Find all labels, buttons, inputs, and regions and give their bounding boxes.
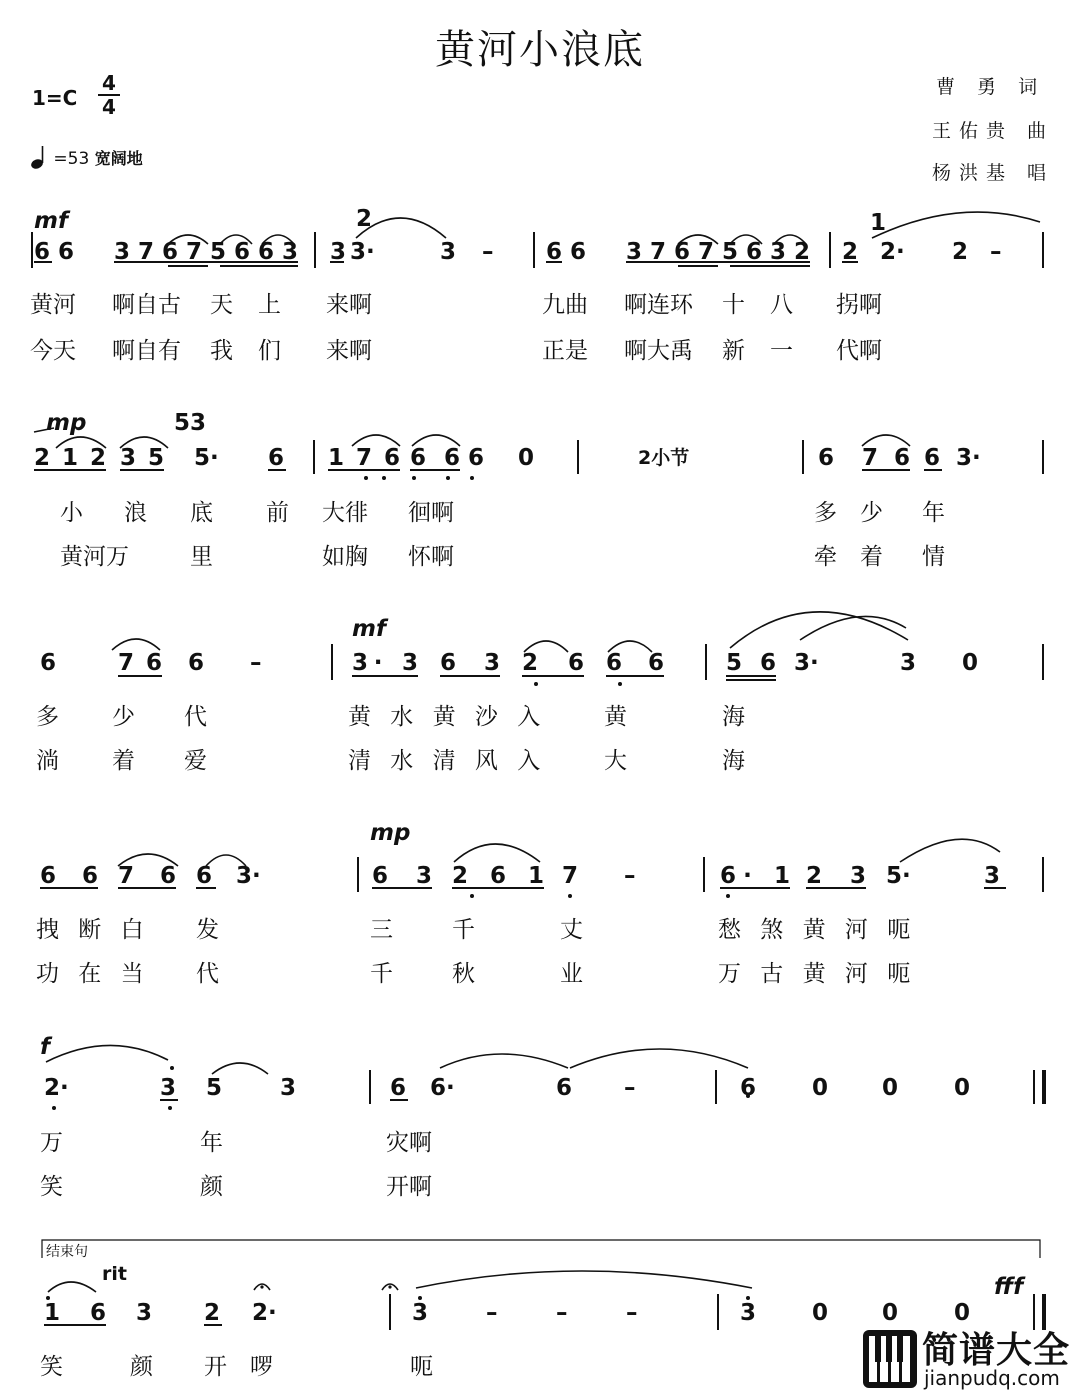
note-group: 6 6 <box>546 239 587 265</box>
lyric: 啊连环 <box>624 292 693 318</box>
lyric: 里 <box>190 544 213 570</box>
note-group: 0 <box>954 1300 971 1326</box>
note-group: 3 <box>900 650 917 676</box>
note-group: 3 <box>330 239 347 265</box>
lyric: 海 <box>722 704 745 730</box>
lyric: 上 <box>258 292 281 318</box>
singer-credit: 杨洪基 唱 <box>932 162 1055 184</box>
note-group: 0 <box>962 650 979 676</box>
note-group: 0 <box>882 1075 899 1101</box>
lyric: 拽 断 白 <box>36 917 150 943</box>
lyric: 代啊 <box>836 338 882 364</box>
lyric: 多 <box>36 704 59 730</box>
tempo-value: =53 <box>53 149 90 169</box>
dynamic-mp-2: mp <box>370 820 411 846</box>
lyric: 怀啊 <box>408 544 454 570</box>
key-signature: 1=C <box>32 86 78 110</box>
note-group: 3· <box>794 650 819 676</box>
note-group: – <box>486 1300 498 1326</box>
lyric: 着 <box>112 748 135 774</box>
note-group: 3· <box>236 863 261 889</box>
lyric: 浪 <box>124 500 147 526</box>
note-group: 6 <box>556 1075 573 1101</box>
note-group: 3 <box>280 1075 297 1101</box>
note-group: 1 7 6 <box>328 445 400 471</box>
composer-credit: 王佑贵 曲 <box>932 120 1055 142</box>
lyric: 们 <box>258 338 281 364</box>
note-group: 2 <box>952 239 969 265</box>
note-group: – <box>990 239 1002 265</box>
note-group: 7 6 <box>118 863 176 889</box>
note-group: 6 <box>740 1075 757 1101</box>
lyric: 八 <box>770 292 793 318</box>
lyric: 万 古 黄 河 呃 <box>718 961 917 987</box>
note-group: 3· 3 <box>352 650 418 676</box>
lyric: 年 <box>200 1130 223 1156</box>
grace-note-3: 53 <box>174 410 207 436</box>
lyric: 大徘 <box>322 500 368 526</box>
dynamic-fff: fff <box>994 1274 1024 1300</box>
note-group: 5· <box>194 445 219 471</box>
lyric: 业 <box>560 961 583 987</box>
note-group: 1 6 <box>44 1300 106 1326</box>
lyric: 今天 <box>30 338 76 364</box>
lyric: 爱 <box>184 748 207 774</box>
lyric: 来啊 <box>326 292 372 318</box>
note-group: 6· <box>430 1075 455 1101</box>
note-group: 2· <box>880 239 905 265</box>
lyric: 清 水 清 风 入 <box>348 748 547 774</box>
lyric: 颜 <box>200 1174 223 1200</box>
note-group: 3 5 <box>120 445 164 471</box>
note-group: 6 <box>40 650 57 676</box>
note-group: 7 6 <box>118 650 162 676</box>
note-group: 6 <box>188 650 205 676</box>
note-group: 6 <box>390 1075 407 1101</box>
note-group: 3· <box>350 239 375 265</box>
note-group: 6 6 <box>410 445 460 471</box>
lyric: 徊啊 <box>408 500 454 526</box>
note-group: 5· <box>886 863 911 889</box>
page-title: 黄河小浪底 <box>435 27 645 73</box>
note-group: – <box>250 650 262 676</box>
lyric: 小 <box>60 500 83 526</box>
note-group: 6· 1 <box>720 863 790 889</box>
lyric: 啊大禹 <box>624 338 693 364</box>
note-group: 0 <box>882 1300 899 1326</box>
note-group: 3 <box>440 239 457 265</box>
note-group: 3· <box>956 445 981 471</box>
note-group: 3 <box>160 1075 177 1101</box>
rest-measure: 2小节 <box>638 447 690 469</box>
note-group: 6 <box>818 445 835 471</box>
dynamic-f: f <box>40 1034 51 1060</box>
note-group: 7 6 <box>862 445 910 471</box>
note-group: – <box>624 863 636 889</box>
note-group: 6 6 <box>606 650 664 676</box>
dynamic-mf-2: mf <box>352 616 386 642</box>
lyric: 啰 <box>250 1354 273 1380</box>
note-group: 6 3 <box>372 863 432 889</box>
lyric: 功 在 当 <box>36 961 150 987</box>
note-group: – <box>626 1300 638 1326</box>
note-group: 2· <box>252 1300 277 1326</box>
lyric: 拐啊 <box>836 292 882 318</box>
note-group: 3 7 6 7 5 6 3 2 <box>626 239 810 265</box>
piano-icon <box>862 1329 918 1389</box>
note-group: 6 <box>268 445 285 471</box>
lyricist-credit: 曹 勇 词 <box>936 76 1046 98</box>
lyric: 着 <box>860 544 883 570</box>
note-group: – <box>482 239 494 265</box>
tempo-text: 宽阔地 <box>94 149 143 168</box>
note-group: 3 <box>984 863 1001 889</box>
lyric: 代 <box>184 704 207 730</box>
note-group: 2 6 <box>522 650 584 676</box>
lyric: 新 <box>722 338 745 364</box>
lyric: 开 <box>204 1354 227 1380</box>
lyric: 少 <box>860 500 883 526</box>
note-group: 0 <box>954 1075 971 1101</box>
note-group: 2 6 1 <box>452 863 544 889</box>
lyric: 秋 <box>452 961 475 987</box>
note-group: 2· <box>44 1075 69 1101</box>
lyric: 千 <box>452 917 475 943</box>
lyric: 十 <box>722 292 745 318</box>
note-group: 6 <box>196 863 213 889</box>
lyric: 笑 <box>40 1174 63 1200</box>
lyric: 黄河 <box>30 292 76 318</box>
grace-note-2: 1 <box>870 210 887 236</box>
note-group: 6 <box>924 445 941 471</box>
note-group: 6 6 <box>34 239 75 265</box>
grace-note-1: 2 <box>356 206 373 232</box>
note-group: 5 6 <box>726 650 776 676</box>
note-group: – <box>624 1075 636 1101</box>
lyric: 发 <box>196 917 219 943</box>
lyric: 开啊 <box>386 1174 432 1200</box>
lyric: 淌 <box>36 748 59 774</box>
lyric: 底 <box>190 500 213 526</box>
lyric: 啊自有 <box>112 338 181 364</box>
lyric: 灾啊 <box>386 1130 432 1156</box>
lyric: 笑 <box>40 1354 63 1380</box>
logo-text: 简谱大全 <box>922 1330 1071 1371</box>
lyric: 丈 <box>560 917 583 943</box>
time-signature-top: 4 <box>102 71 116 95</box>
lyric: 黄河万 <box>60 544 129 570</box>
lyric: 千 <box>370 961 393 987</box>
lyric: 牵 <box>814 544 837 570</box>
dynamic-mf-1: mf <box>34 208 68 234</box>
lyric: 大 <box>604 748 627 774</box>
lyric: 我 <box>210 338 233 364</box>
lyric: 愁 煞 黄 河 呃 <box>718 917 917 943</box>
lyric: 少 <box>112 704 135 730</box>
note-group: 6 <box>468 445 485 471</box>
lyric: 如胸 <box>322 544 368 570</box>
lyric: 一 <box>770 338 793 364</box>
note-group: 0 <box>812 1300 829 1326</box>
lyric: 呃 <box>410 1354 433 1380</box>
lyric: 多 <box>814 500 837 526</box>
note-group: 3 <box>412 1300 429 1326</box>
dynamic-mp-1: mp <box>46 410 87 436</box>
note-group: 3 <box>740 1300 757 1326</box>
note-group: 0 <box>812 1075 829 1101</box>
lyric: 天 <box>210 292 233 318</box>
note-group: 2 3 <box>806 863 866 889</box>
note-group: 6 3 <box>440 650 500 676</box>
note-group: 2 <box>842 239 859 265</box>
lyric: 颜 <box>130 1354 153 1380</box>
lyric: 黄 水 黄 沙 入 <box>348 704 547 730</box>
lyric: 九曲 <box>542 292 588 318</box>
note-group: 0 <box>518 445 535 471</box>
ending-label: 结束句 <box>46 1244 88 1260</box>
rit-marking: rit <box>102 1263 127 1285</box>
lyric: 海 <box>722 748 745 774</box>
note-group: 7 <box>562 863 579 889</box>
logo-url: jianpudq.com <box>924 1366 1060 1390</box>
note-group: 2 1 2 <box>34 445 106 471</box>
lyric: 黄 <box>604 704 627 730</box>
note-group: 6 6 <box>40 863 98 889</box>
lyric: 年 <box>922 500 945 526</box>
lyric: 正是 <box>542 338 588 364</box>
lyric: 啊自古 <box>112 292 181 318</box>
lyric: 前 <box>266 500 289 526</box>
lyric: 情 <box>922 544 945 570</box>
note-group: 5 <box>206 1075 223 1101</box>
time-signature-bottom: 4 <box>102 95 116 119</box>
lyric: 来啊 <box>326 338 372 364</box>
note-group: – <box>556 1300 568 1326</box>
lyric: 万 <box>40 1130 63 1156</box>
note-group: 3 <box>136 1300 153 1326</box>
lyric: 三 <box>370 917 393 943</box>
lyric: 代 <box>196 961 219 987</box>
note-group: 2 <box>204 1300 221 1326</box>
note-group: 3 7 6 7 5 6 6 3 <box>114 239 298 265</box>
